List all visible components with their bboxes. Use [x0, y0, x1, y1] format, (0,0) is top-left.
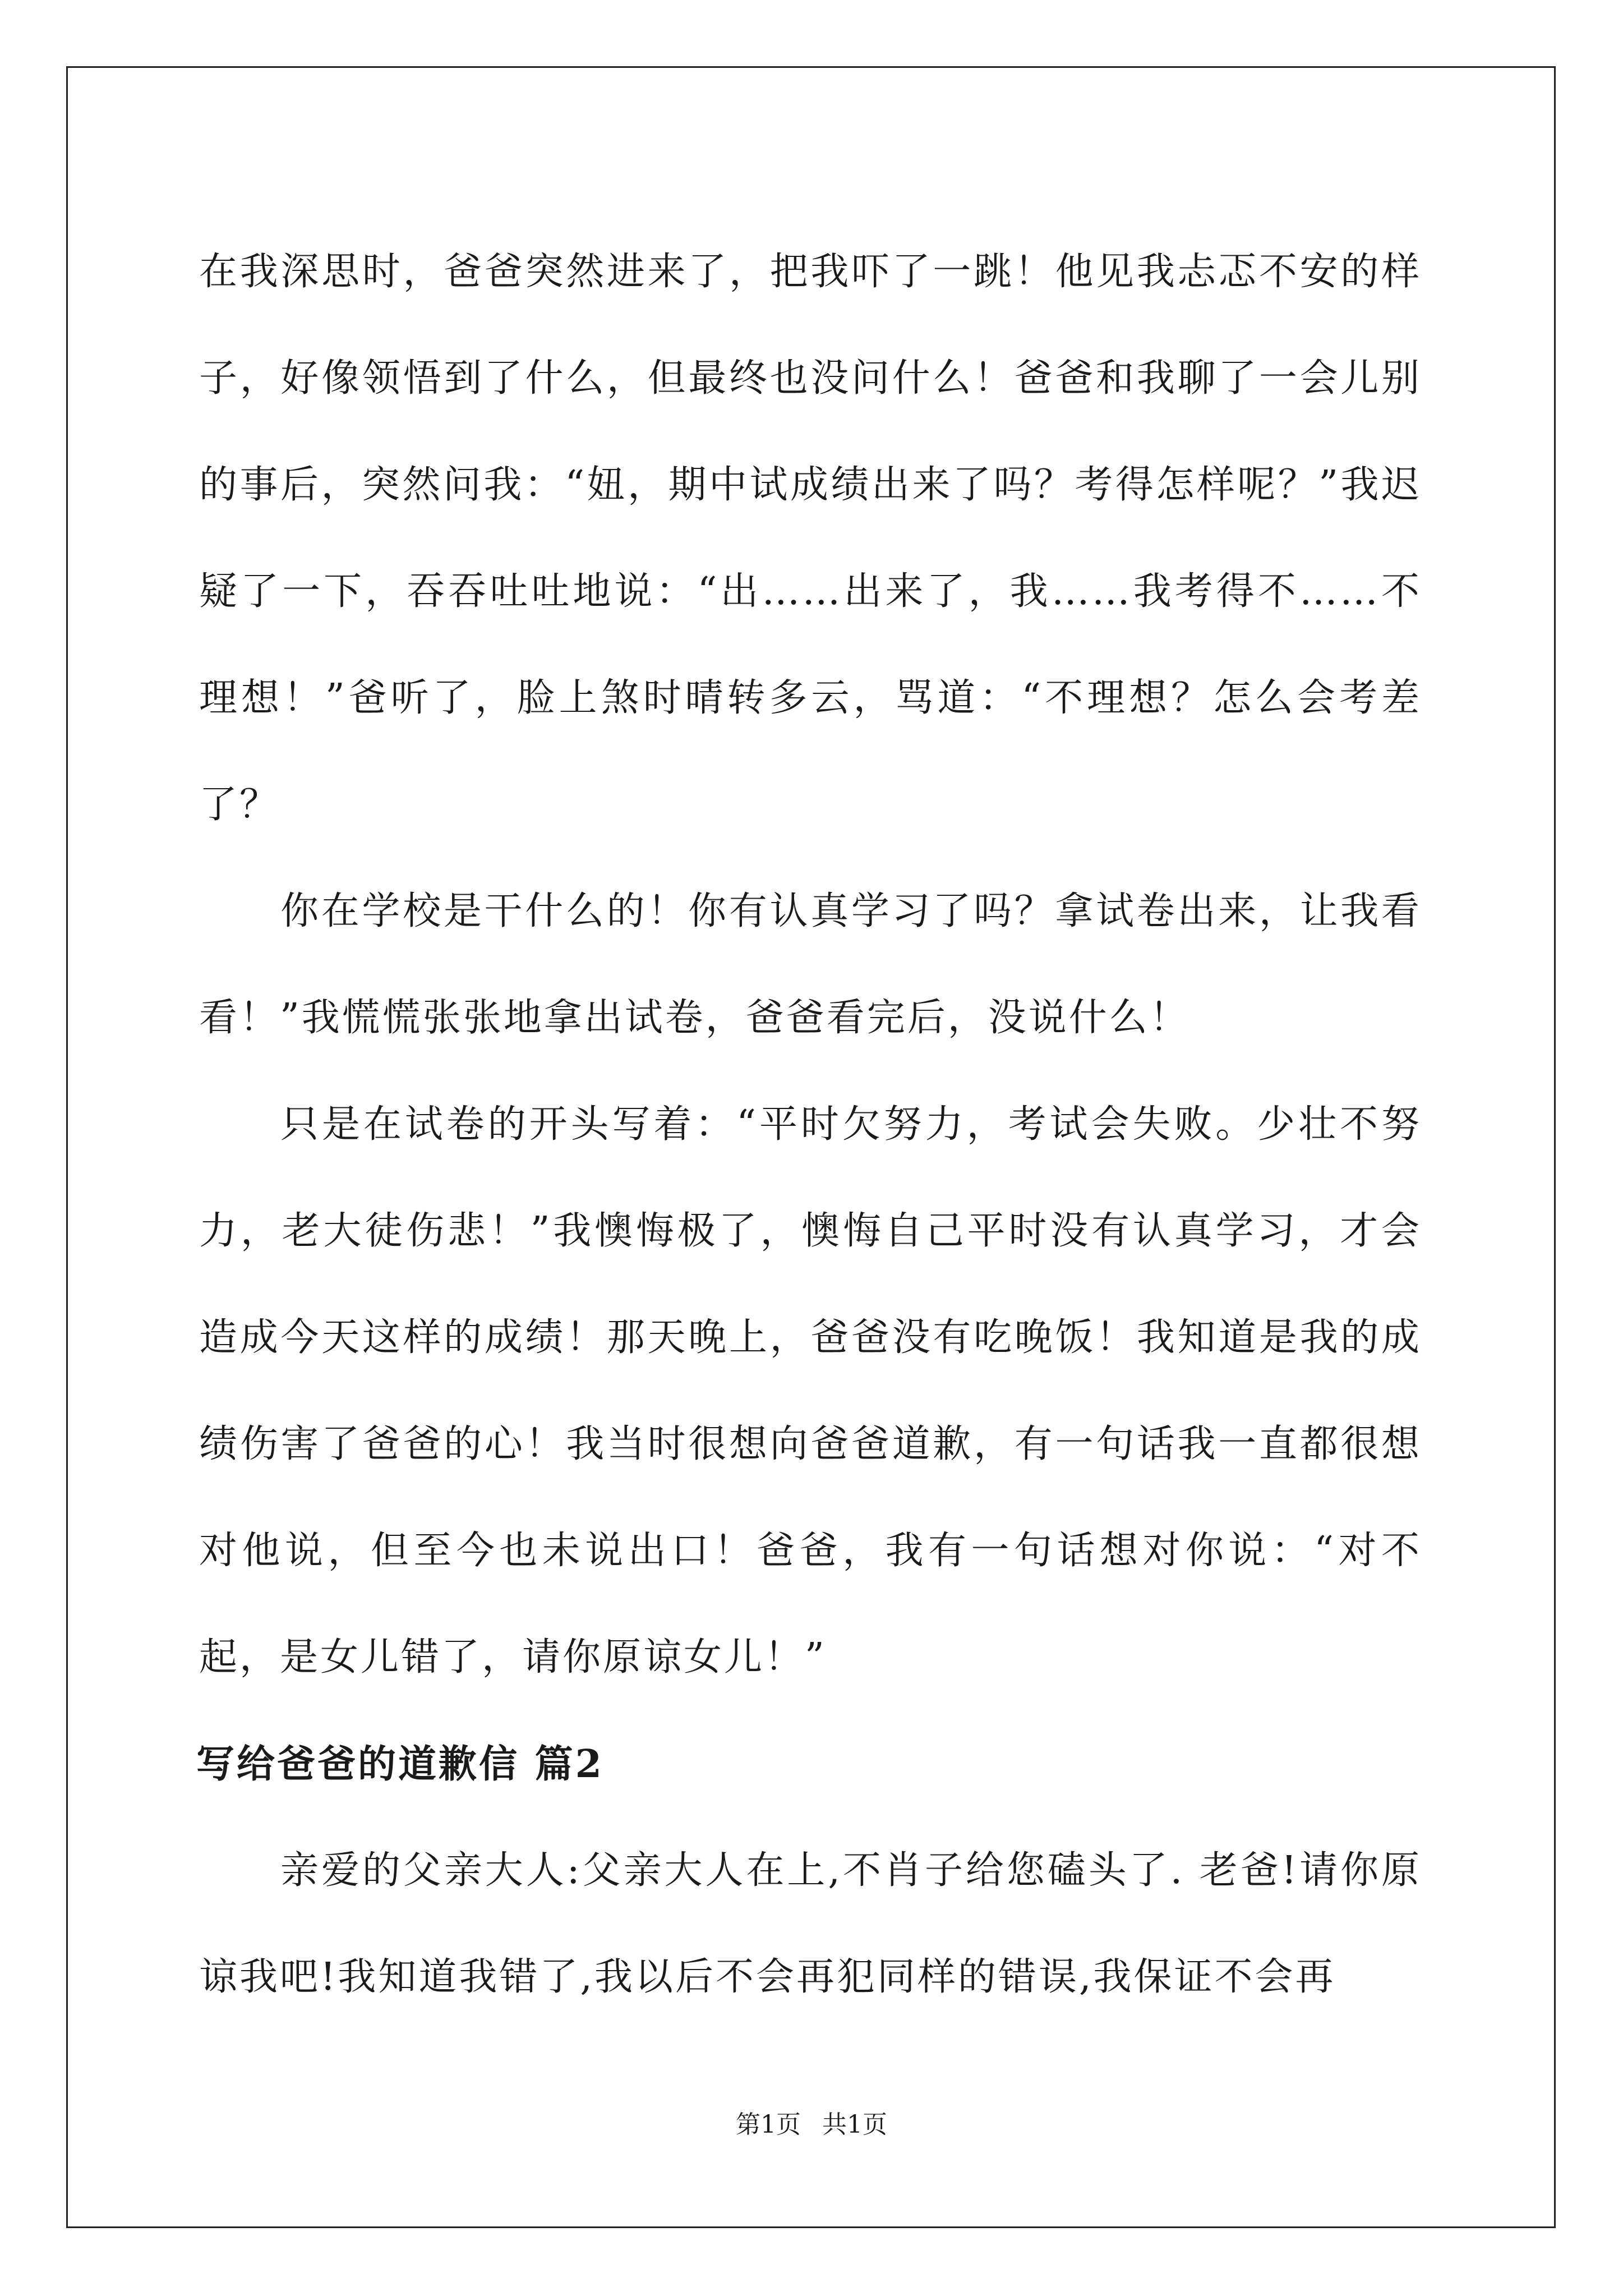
page-total: 共1页: [822, 2110, 887, 2139]
page-number: 第1页: [736, 2110, 801, 2139]
paragraph-3: 只是在试卷的开头写着：“平时欠努力，考试会失败。少壮不努力，老大徒伤悲！”我懊悔极了，懊悔自己平时没有认真学习，才会造成今天这样的成绩！那天晚上，爸爸没有吃晚饭！我知道是我的成绩伤害了爸爸的心！我当时很想向爸爸道歉，有一句话我一直都很想对他说，但至今也未说出口！爸爸，我有一句话想对你说：“对不起，是女儿错了，请你原谅女儿！”: [199, 1102, 1422, 1680]
paragraph-1: 在我深思时，爸爸突然进来了，把我吓了一跳！他见我忐忑不安的样子，好像领悟到了什么，但最终也没问什么！爸爸和我聊了一会儿别的事后，突然问我：“妞，期中试成绩出来了吗？考得怎样呢？”我迟疑了一下，吞吞吐吐地说：“出……出来了，我……我考得不……不理想！”爸听了，脸上煞时晴转多云，骂道：“不理想？怎么会考差了？: [199, 250, 1422, 827]
section-paragraph-1: 亲爱的父亲大人:父亲大人在上,不肖子给您磕头了. 老爸!请你原谅我吧!我知道我错了,我以后不会再犯同样的错误,我保证不会再: [199, 1848, 1422, 1999]
document-body: [196, 219, 1422, 2031]
page-footer: [0, 2108, 1623, 2142]
section-heading: 写给爸爸的道歉信 篇2: [196, 1742, 604, 1787]
paragraph-2: 你在学校是干什么的！你有认真学习了吗？拿试卷出来，让我看看！”我慌慌张张地拿出试卷，爸爸看完后，没说什么！: [199, 889, 1422, 1040]
